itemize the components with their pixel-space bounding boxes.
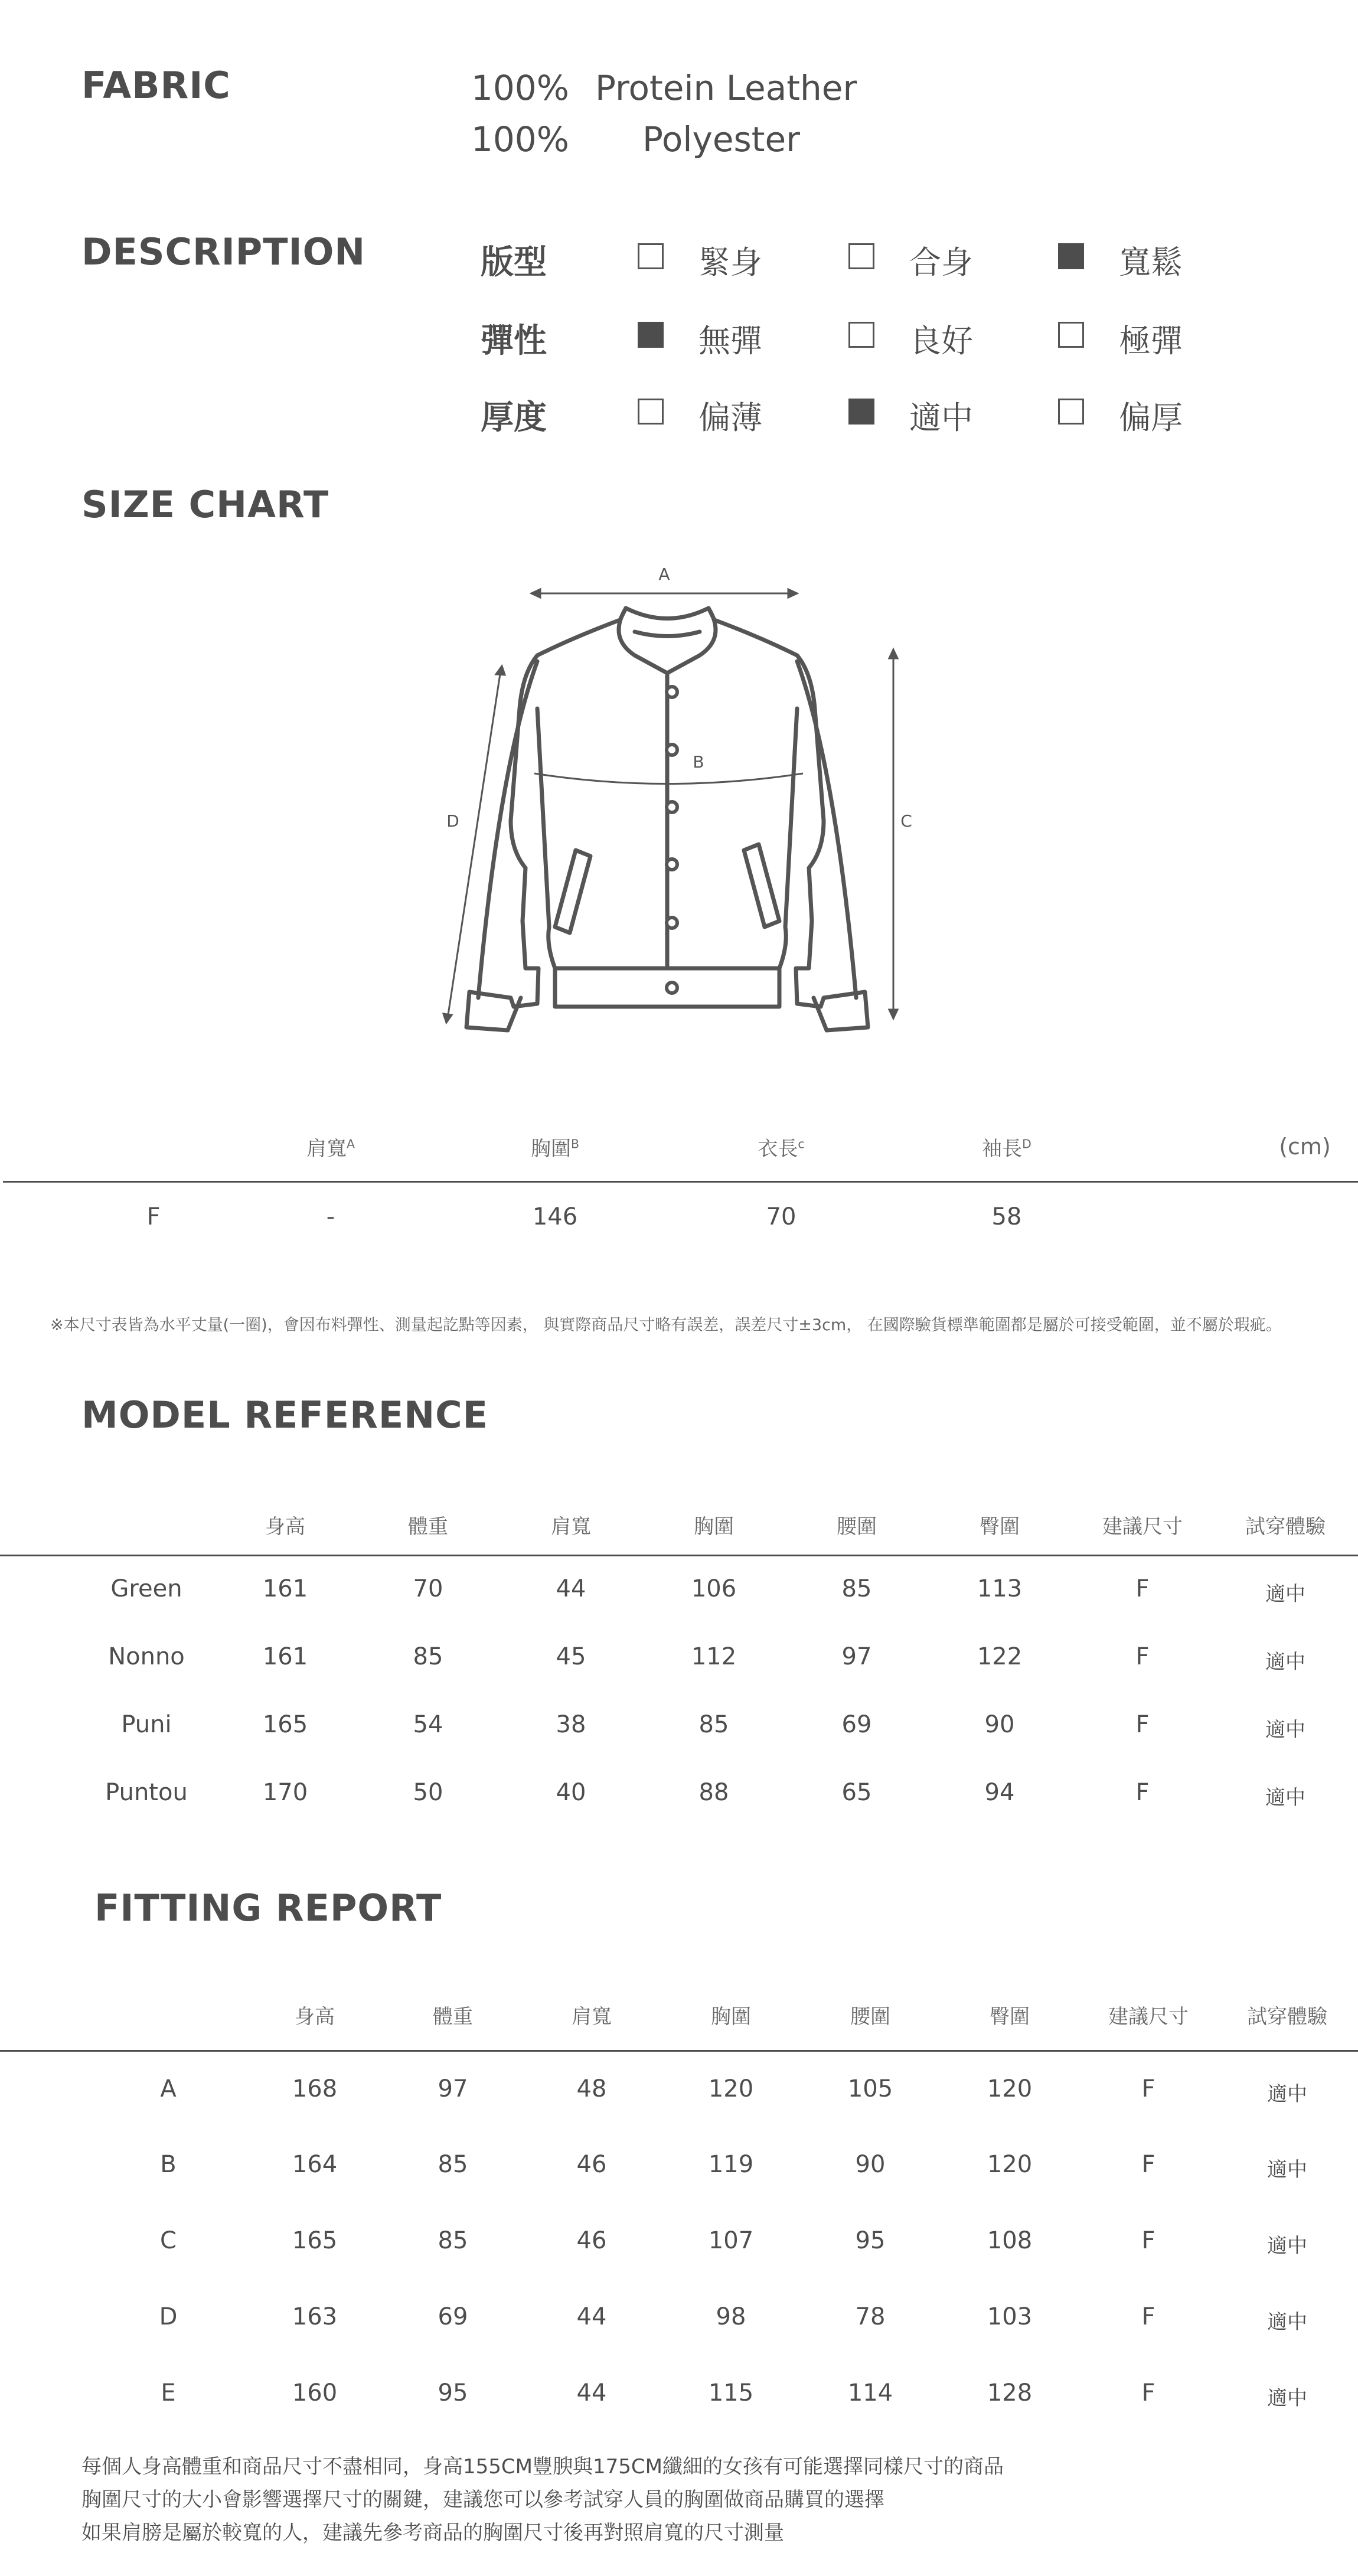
checkbox-unchecked [848,243,874,269]
footer-line-1: 每個人身高體重和商品尺寸不盡相同，身高155CM豐腴與175CM纖細的女孩有可能選擇同樣尺寸的商品 [81,2455,1004,2479]
checkbox-unchecked [848,322,874,348]
fitting_report-cell: 46 [576,2151,607,2178]
checkbox-unchecked [1058,322,1084,348]
fitting_report-row-name: C [160,2227,177,2254]
footer-line-3: 如果肩膀是屬於較寬的人，建議先參考商品的胸圍尺寸後再對照肩寬的尺寸測量 [81,2521,784,2545]
description-heading: DESCRIPTION [81,230,366,273]
model-reference-heading: MODEL REFERENCE [81,1393,488,1436]
fitting_report-cell: 85 [438,2227,468,2254]
fitting_report-cell: 128 [987,2379,1033,2407]
fitting_report-cell: 98 [716,2303,746,2330]
fitting_report-cell: F [1141,2379,1155,2407]
description-option: 極彈 [1119,322,1183,360]
fitting_report-header: 身高 [295,2005,335,2029]
fitting_report-cell: 適中 [1267,2082,1307,2106]
size-name: F [146,1203,161,1230]
fitting_report-cell: 160 [292,2379,338,2407]
checkbox-unchecked [638,243,664,269]
fitting_report-cell: 48 [576,2075,607,2102]
model_reference-cell: 適中 [1265,1786,1305,1810]
fitting_report-cell: 163 [292,2303,338,2330]
model_reference-cell: 85 [413,1643,443,1670]
fitting_report-cell: 44 [576,2303,607,2330]
model_reference-cell: F [1135,1779,1150,1806]
model_reference-cell: 70 [413,1575,443,1602]
fitting_report-header: 胸圍 [711,2005,751,2029]
model_reference-header: 腰圍 [837,1515,877,1539]
size-value: - [326,1203,335,1230]
fitting_report-cell: 95 [855,2227,886,2254]
description-option: 偏厚 [1119,399,1183,436]
fitting_report-cell: 適中 [1267,2310,1307,2334]
header-sup: D [1022,1137,1031,1151]
model_reference-cell: 適中 [1265,1582,1305,1606]
header-text: 袖長 [982,1137,1023,1161]
fitting_report-cell: F [1141,2227,1155,2254]
fitting_report-cell: 107 [708,2227,754,2254]
button-4 [667,859,677,870]
model_reference-cell: 90 [984,1711,1015,1738]
fitting_report-row-name: D [159,2303,178,2330]
fitting_report-cell: 44 [576,2379,607,2407]
model_reference-header: 肩寬 [551,1515,591,1539]
fitting-report-heading: FITTING REPORT [94,1886,442,1929]
description-label: 版型 [481,243,547,282]
fitting_report-row-name: B [160,2151,177,2178]
model_reference-cell: 45 [556,1643,586,1670]
fitting_report-row-name: E [161,2379,176,2407]
model_reference-cell: 54 [413,1711,443,1738]
model_reference-header: 試穿體驗 [1245,1515,1326,1539]
model_reference-cell: 69 [841,1711,872,1738]
fitting_report-cell: 適中 [1267,2158,1307,2182]
size-unit: (cm) [1279,1134,1331,1160]
size-value: 58 [991,1203,1022,1230]
model_reference-cell: 94 [984,1779,1015,1806]
description-option: 寬鬆 [1119,244,1183,281]
model_reference-cell: 161 [262,1643,308,1670]
description-option: 適中 [909,399,973,436]
size-chart-header [484,1132,626,1161]
model_reference-row-name: Nonno [108,1643,185,1670]
model_reference-cell: 65 [841,1779,872,1806]
header-text: 衣長 [758,1137,798,1161]
fitting_report-cell: 46 [576,2227,607,2254]
fitting_report-header: 肩寬 [572,2005,612,2029]
size-chart-rule [3,1181,1358,1183]
fitting_report-cell: F [1141,2075,1155,2102]
fitting_report-cell: 120 [987,2075,1033,2102]
model_reference-header: 胸圍 [694,1515,734,1539]
diagram-label-c: C [900,811,912,831]
button-6 [667,982,677,993]
fitting_report-cell: 適中 [1267,2386,1307,2410]
model_reference-header: 臀圍 [980,1515,1020,1539]
size-chart-note: ※本尺寸表皆為水平丈量(一圈)，會因布料彈性、測量起訖點等因素， 與實際商品尺寸略有誤差，誤差尺寸±3cm， 在國際驗貨標準範圍都是屬於可接受範圍，並不屬於瑕疵。 [50,1316,1282,1334]
fitting_report-cell: 168 [292,2075,338,2102]
fitting_report-cell: 164 [292,2151,338,2178]
model_reference-cell: 適中 [1265,1718,1305,1742]
model_reference-cell: 97 [841,1643,872,1670]
fabric-percent-1: 100% [471,68,569,108]
diagram-label-d: D [446,811,459,831]
description-option: 良好 [909,322,973,360]
fabric-percent-2: 100% [471,119,569,159]
fitting_report-cell: 108 [987,2227,1033,2254]
measure-d-line [448,670,501,1018]
model_reference-cell: F [1135,1711,1150,1738]
button-1 [667,687,677,697]
model_reference-cell: 50 [413,1779,443,1806]
size-value: 146 [532,1203,578,1230]
fitting_report-header: 試穿體驗 [1247,2005,1327,2029]
description-option: 緊身 [698,244,762,281]
diagram-label-b: B [693,752,704,772]
fitting_report-cell: 165 [292,2227,338,2254]
fitting_report-cell: 115 [708,2379,754,2407]
model-reference-rule [0,1555,1358,1556]
model_reference-header: 身高 [265,1515,305,1539]
fitting_report-cell: 105 [847,2075,893,2102]
model_reference-cell: 44 [556,1575,586,1602]
footer-notes [81,2450,1321,2549]
fitting_report-cell: 90 [855,2151,886,2178]
diagram-label-a: A [658,564,670,584]
description-label: 厚度 [481,399,547,437]
model_reference-cell: F [1135,1643,1150,1670]
fitting_report-row-name: A [160,2075,177,2102]
fitting_report-cell: 適中 [1267,2234,1307,2258]
fitting_report-cell: 119 [708,2151,754,2178]
description-option: 偏薄 [698,399,762,436]
fitting_report-cell: 120 [708,2075,754,2102]
header-sup: B [571,1137,579,1151]
header-sup: A [347,1137,355,1151]
fitting_report-header: 腰圍 [850,2005,890,2029]
jacket-diagram [413,549,945,1045]
button-2 [667,745,677,755]
model_reference-cell: 170 [262,1779,308,1806]
footer-line-2: 胸圍尺寸的大小會影響選擇尺寸的關鍵，建議您可以參考試穿人員的胸圍做商品購買的選擇 [81,2488,884,2512]
fabric-material-2: Polyester [642,119,801,159]
fitting_report-cell: F [1141,2303,1155,2330]
model_reference-cell: 40 [556,1779,586,1806]
model_reference-header: 體重 [408,1515,448,1539]
header-text: 胸圍 [531,1137,571,1161]
model_reference-cell: 38 [556,1711,586,1738]
button-5 [667,918,677,928]
fitting_report-cell: 103 [987,2303,1033,2330]
fitting-report-rule [0,2050,1358,2052]
checkbox-checked [638,322,664,348]
fitting_report-header: 體重 [433,2005,473,2029]
fitting_report-cell: 120 [987,2151,1033,2178]
description-option: 合身 [909,244,973,281]
model_reference-row-name: Green [110,1575,182,1602]
checkbox-checked [848,399,874,425]
description-option: 無彈 [698,322,762,360]
model_reference-cell: 85 [841,1575,872,1602]
model_reference-row-name: Puni [121,1711,172,1738]
size-value: 70 [766,1203,796,1230]
fabric-heading: FABRIC [81,64,231,107]
size-chart-header [936,1132,1078,1161]
fitting_report-cell: 85 [438,2151,468,2178]
fitting_report-cell: 97 [438,2075,468,2102]
checkbox-checked [1058,243,1084,269]
size-chart-heading: SIZE CHART [81,483,329,526]
fitting_report-cell: 78 [855,2303,886,2330]
fitting_report-cell: F [1141,2151,1155,2178]
model_reference-cell: 161 [262,1575,308,1602]
checkbox-unchecked [1058,399,1084,425]
button-3 [667,802,677,812]
model_reference-cell: 165 [262,1711,308,1738]
model_reference-cell: 85 [698,1711,729,1738]
checkbox-unchecked [638,399,664,425]
model_reference-cell: 113 [977,1575,1023,1602]
description-label: 彈性 [481,322,547,360]
fitting_report-cell: 69 [438,2303,468,2330]
size-chart-header [710,1132,852,1161]
size-chart-header [260,1132,401,1161]
model_reference-cell: 106 [691,1575,737,1602]
model_reference-cell: 122 [977,1643,1023,1670]
model_reference-row-name: Puntou [105,1779,188,1806]
fabric-material-1: Protein Leather [595,68,857,108]
model_reference-cell: F [1135,1575,1150,1602]
fitting_report-header: 建議尺寸 [1108,2005,1189,2029]
fitting_report-cell: 95 [438,2379,468,2407]
model_reference-cell: 112 [691,1643,737,1670]
model_reference-header: 建議尺寸 [1102,1515,1183,1539]
fitting_report-header: 臀圍 [990,2005,1030,2029]
model_reference-cell: 適中 [1265,1650,1305,1674]
fitting_report-cell: 114 [847,2379,893,2407]
model_reference-cell: 88 [698,1779,729,1806]
header-sup: c [798,1137,805,1151]
header-text: 肩寬 [306,1137,347,1161]
